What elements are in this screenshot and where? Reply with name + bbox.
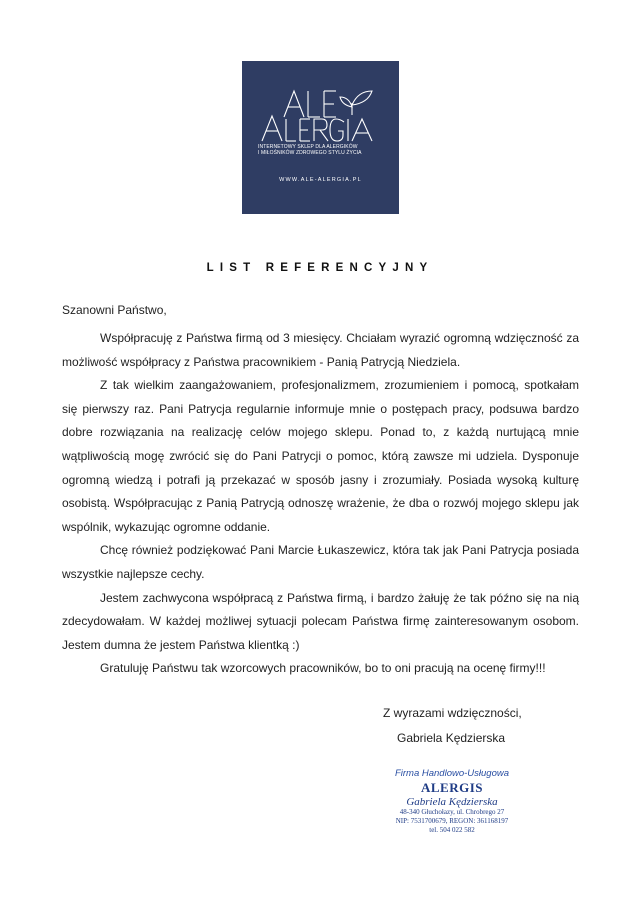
signature-name: Gabriela Kędzierska [397,731,506,745]
closing-phrase: Z wyrazami wdzięczności, [383,706,522,720]
logo-url: WWW.ALE-ALERGIA.PL [279,177,362,183]
stamp-address: 48-340 Głuchołazy, ul. Chrobrego 27 [399,808,505,816]
paragraph: Chcę również podziękować Pani Marcie Łukaszewicz, która tak jak Pani Patrycja posiada wszystkie najlepsze cechy. [62,543,579,581]
logo-graphic [242,61,399,214]
logo-tagline-2: I MIŁOŚNIKÓW ZDROWEGO STYLU ŻYCIA [258,150,362,156]
paragraph: Współpracuję z Państwa firmą od 3 miesięcy. Chciałam wyrazić ogromną wdzięczność za możliwość współpracy z Państwa pracownikiem - Panią Patrycją Niedziela. [62,331,579,369]
salutation: Szanowni Państwo, [62,303,167,317]
company-stamp [362,768,542,835]
paragraph: Z tak wielkim zaangażowaniem, profesjonalizmem, zrozumieniem i pomocą, spotkałam się pierwszy raz. Pani Patrycja regularnie informuje mnie o postępach pracy, podsuwa bardzo dobre rozwiązania na realizację celów mojego sklepu. Ponad to, z każdą nurtującą mnie wątpliwością mogę zwrócić się do Pani Patrycji o pomoc, którą zawsze mi udziela. Dysponuje ogromną wiedzą i potrafi ją przekazać w sposób jasny i zrozumiały. Posiada wysoką kulturę osobistą. Współpracując z Panią Patrycją odnoszę wrażenie, że dba o rozwój mojego sklepu jak wspólnik, wykazując ogromne oddanie. [62,378,579,534]
logo-tagline-1: INTERNETOWY SKLEP DLA ALERGIKÓW [258,144,358,150]
stamp-phone: tel. 504 022 582 [429,826,475,834]
letter-body [62,327,579,681]
stamp-company-name: ALERGIS [420,780,484,795]
paragraph: Jestem zachwycona współpracą z Państwa firmą, i bardzo żałuję że tak późno się na nią zdecydowałam. W każdej możliwej sytuacji polecam Państwa firmę zainteresowanym osobom. Jestem dumna że jestem Państwa klientką :) [62,590,579,652]
company-logo [242,61,399,214]
stamp-company-type: Firma Handlowo-Usługowa [394,768,510,779]
paragraph: Gratuluję Państwu tak wzorcowych pracowników, bo to oni pracują na ocenę firmy!!! [100,661,546,676]
stamp-tax-ids: NIP: 7531700679, REGON: 361168197 [395,817,509,825]
stamp-owner-name: Gabriela Kędzierska [406,796,498,808]
document-title: LIST REFERENCYJNY [206,262,434,274]
